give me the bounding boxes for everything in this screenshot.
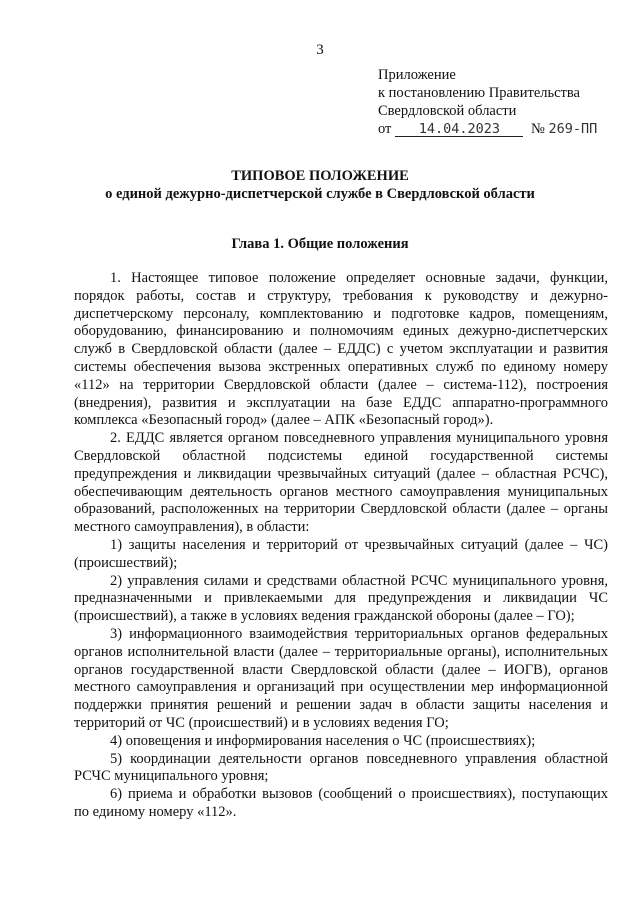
paragraph: 1) защиты населения и территорий от чрезвычайных ситуаций (далее – ЧС) (происшествий); — [74, 536, 608, 571]
appendix-line-1: Приложение — [378, 67, 456, 83]
appendix-date-number-row — [378, 120, 597, 138]
paragraph: 2. ЕДДС является органом повседневного управления муниципального уровня Свердловской областной подсистемы единой государственной системы предупреждения и ликвидации чрезвычайных ситуаций (далее – областная РСЧС), обеспечивающим деятельность органов местного самоуправления муниципальных образований, расположенных на территории Свердловской области (далее – органы местного самоуправления), в области: — [74, 430, 608, 536]
chapter-heading: Глава 1. Общие положения — [231, 236, 409, 252]
page-number: 3 — [316, 42, 324, 58]
document-title: ТИПОВОЕ ПОЛОЖЕНИЕ — [231, 168, 409, 184]
from-label: от — [378, 121, 392, 137]
appendix-block — [378, 66, 597, 138]
document-subtitle: о единой дежурно-диспетчерской службе в Свердловской области — [105, 186, 535, 202]
paragraph: 2) управления силами и средствами областной РСЧС муниципального уровня, предназначенными и привлекаемыми для предупреждения и ликвидации ЧС (происшествий), а также в условиях ведения гражданской обороны (далее – ГО); — [74, 572, 608, 625]
paragraph: 6) приема и обработки вызовов (сообщений о происшествиях), поступающих по единому номеру «112». — [74, 786, 608, 820]
paragraph: 3) информационного взаимодействия территориальных органов федеральных органов исполнительной власти (далее – территориальные органы), исполнительных органов государственной власти Свердловской области (далее – ИОГВ), органов местного самоуправления и организаций при осуществлении мер информационной поддержки принятия решений и решении задач в области защиты населения и территорий от ЧС (происшествий) и в условиях ведения ГО; — [74, 625, 608, 731]
paragraph: 4) оповещения и информирования населения о ЧС (происшествиях); — [110, 732, 536, 749]
document-body — [74, 270, 608, 822]
paragraph: 5) координации деятельности органов повседневного управления областной РСЧС муниципального уровня; — [74, 750, 608, 785]
decree-date: 14.04.2023 — [395, 122, 523, 137]
appendix-line-3: Свердловской области — [378, 103, 517, 119]
number-label: № — [531, 121, 545, 137]
appendix-line-2: к постановлению Правительства — [378, 85, 580, 101]
decree-number: 269-ПП — [548, 121, 598, 137]
paragraph: 1. Настоящее типовое положение определяет основные задачи, функции, порядок работы, состав и структуру, требования к руководству и дежурно-диспетчерскому персоналу, комплектованию и подготовке кадров, помещениям, оборудованию, финансированию и полномочиям единых дежурно-диспетчерских служб в Свердловской области (далее – ЕДДС) с учетом эксплуатации и развития системы обеспечения вызова экстренных оперативных служб по единому номеру «112» на территории Свердловской области (далее – система-112), построения (внедрения), развития и эксплуатации на базе ЕДДС аппаратно-программного комплекса «Безопасный город» (далее – АПК «Безопасный город»). — [74, 270, 608, 429]
